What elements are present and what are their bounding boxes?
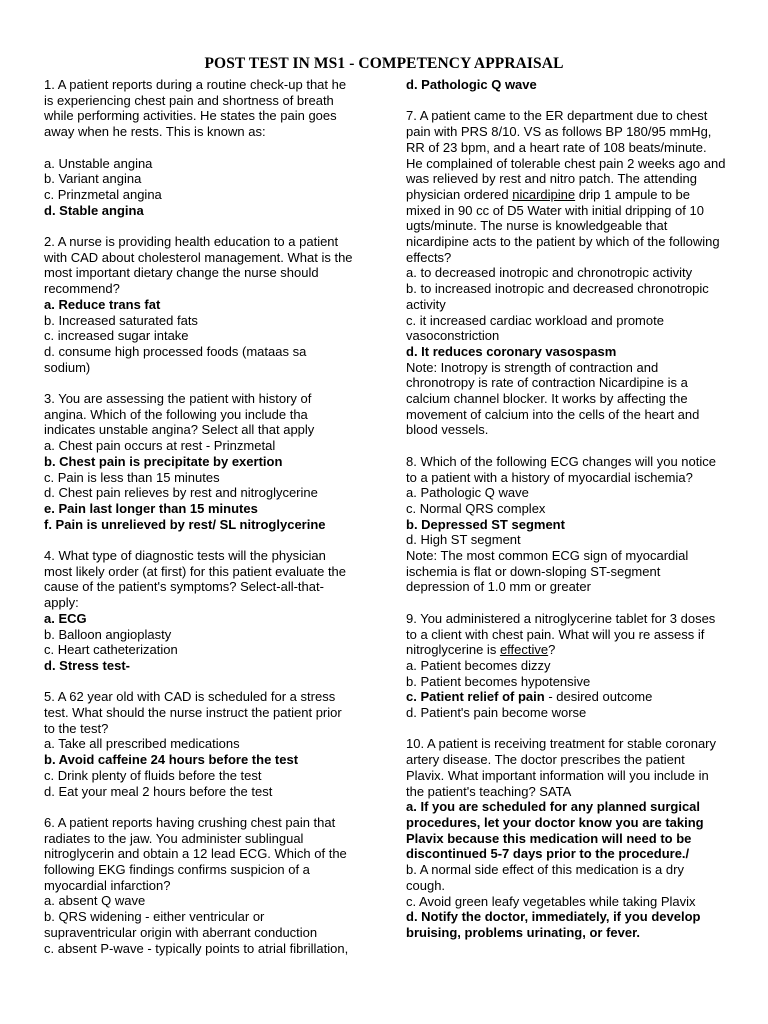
option-c-correct: c. Patient relief of pain [406,689,545,705]
option-b-correct: b. Avoid caffeine 24 hours before the test [44,752,299,768]
note: Note: Inotropy is strength of contraction and chronotropy is rate of contraction Nicardipine is a calcium channel blocker. It works by affecting the movement of calcium into the cells of the heart and blood vessels. [406,359,700,438]
option-c: c. Heart catheterization [44,642,178,658]
question-stem: 4. What type of diagnostic tests will the physician most likely order (at first) for this patient evaluate the cause of the patient's symptoms? Select-all-that-apply: [44,548,347,611]
option-a: a. absent Q wave [44,893,146,909]
option-f-correct: f. Pain is unrelieved by rest/ SL nitroglycerine [44,516,326,532]
option-d: d. Patient's pain become worse [406,705,587,721]
option-b: b. Patient becomes hypotensive [406,673,591,689]
option-a-correct: a. ECG [44,610,87,626]
option-a: a. Chest pain occurs at rest - Prinzmetal [44,438,276,454]
question-4 [44,548,354,674]
left-column [44,77,354,956]
stem-text: 7. A patient came to the ER department due to chest pain with PRS 8/10. VS as follows BP 180/95 mmHg, RR of 23 bpm, and a heart rate of 108 beats/minute. He complained of tolerable chest pain 2 weeks ago and was relieved by rest and nitro patch. The attending physician ordered [406,108,726,202]
effective-underlined: effective [499,642,549,658]
option-c: c. Normal QRS complex [406,500,546,516]
option-d-correct: d. Notify the doctor, immediately, if you develop bruising, problems urinating, or fever. [406,909,701,940]
question-stem: 6. A patient reports having crushing chest pain that radiates to the jaw. You administer sublingual nitroglycerin and obtain a 12 lead ECG. Which of the following EKG findings confirms suspicion of a myocardial infarction? [44,814,347,893]
page-title: POST TEST IN MS1 - COMPETENCY APPRAISAL [204,55,564,72]
option-d: d. Eat your meal 2 hours before the test [44,783,273,799]
option-d: d. Chest pain relieves by rest and nitroglycerine [44,485,318,501]
question-6 [44,815,354,956]
stem-text: drip 1 ampule to be mixed in 90 cc of D5 Water with initial dripping of 10 ugts/minute. The nurse is knowledgeable that nicardipine acts to the patient by which of the following effects? [406,186,720,265]
question-8 [406,454,726,595]
stem-text: 9. You administered a nitroglycerine tablet for 3 doses to a client with chest pain. What will you re assess if nitroglycerine is [406,610,716,658]
question-stem [406,611,726,658]
option-a: a. Take all prescribed medications [44,736,240,752]
question-1 [44,77,354,218]
option-c: c. Prinzmetal angina [44,186,162,202]
question-stem: 5. A 62 year old with CAD is scheduled for a stress test. What should the nurse instruct the patient prior to the test? [44,689,342,736]
option-b: b. Increased saturated fats [44,312,198,328]
right-column [406,77,726,941]
option-b-correct: b. Chest pain is precipitate by exertion [44,453,283,469]
question-stem: 10. A patient is receiving treatment for stable coronary artery disease. The doctor prescribes the patient Plavix. What important information will you include in the patient's teaching? SATA [406,736,717,799]
question-3 [44,391,354,532]
option-d-correct: d. Stable angina [44,202,144,218]
option-b: b. QRS widening - either ventricular or supraventricular origin with aberrant conduction [44,909,318,940]
stem-text: ? [548,642,556,658]
option-d-correct: d. It reduces coronary vasospasm [406,343,617,359]
option-c: c. absent P-wave - typically points to atrial fibrillation, [44,940,349,956]
option-a-correct: a. If you are scheduled for any planned surgical procedures, let your doctor know you are taking Plavix because this medication will need to be discontinued 5-7 days prior to the procedure./ [406,799,704,862]
option-c-row [406,689,726,705]
question-9 [406,611,726,721]
question-stem [406,108,726,265]
question-stem: 1. A patient reports during a routine check-up that he is experiencing chest pain and shortness of breath while performing activities. He states the pain goes away when he rests. This is known as: [44,77,347,140]
option-b: b. Balloon angioplasty [44,626,172,642]
option-d: d. High ST segment [406,532,521,548]
option-b: b. to increased inotropic and decreased chronotropic activity [406,281,709,312]
option-a-correct: a. Reduce trans fat [44,296,161,312]
option-c: c. Avoid green leafy vegetables while taking Plavix [406,893,696,909]
option-d-correct: d. Stress test- [44,657,130,673]
q6-option-d-correct: d. Pathologic Q wave [406,77,537,92]
question-stem: 3. You are assessing the patient with history of angina. Which of the following you include tha indicates unstable angina? Select all that apply [44,391,315,438]
option-a: a. Unstable angina [44,155,153,171]
question-10 [406,736,726,940]
option-a: a. to decreased inotropic and chronotropic activity [406,265,693,281]
option-a: a. Pathologic Q wave [406,485,529,501]
option-d: d. consume high processed foods (mataas sa sodium) [44,343,307,375]
question-stem: 2. A nurse is providing health education to a patient with CAD about cholesterol management. What is the most important dietary change the nurse should recommend? [44,234,353,297]
question-2 [44,234,354,375]
option-b: b. A normal side effect of this medication is a dry cough. [406,862,684,893]
question-7 [406,108,726,438]
option-e-correct: e. Pain last longer than 15 minutes [44,500,258,516]
option-b-correct: b. Depressed ST segment [406,516,565,532]
option-c: c. Drink plenty of fluids before the test [44,767,262,783]
drug-name-underlined: nicardipine [512,186,576,202]
option-a: a. Patient becomes dizzy [406,657,551,673]
option-b: b. Variant angina [44,171,142,187]
question-stem: 8. Which of the following ECG changes will you notice to a patient with a history of myocardial ischemia? [406,453,716,485]
question-5 [44,689,354,799]
option-c: c. Pain is less than 15 minutes [44,469,220,485]
option-c: c. it increased cardiac workload and promote vasoconstriction [406,312,664,344]
option-c-suffix: - desired outcome [544,689,653,705]
option-c: c. increased sugar intake [44,328,189,344]
note: Note: The most common ECG sign of myocardial ischemia is flat or down-sloping ST-segment depression of 1.0 mm or greater [406,548,689,595]
